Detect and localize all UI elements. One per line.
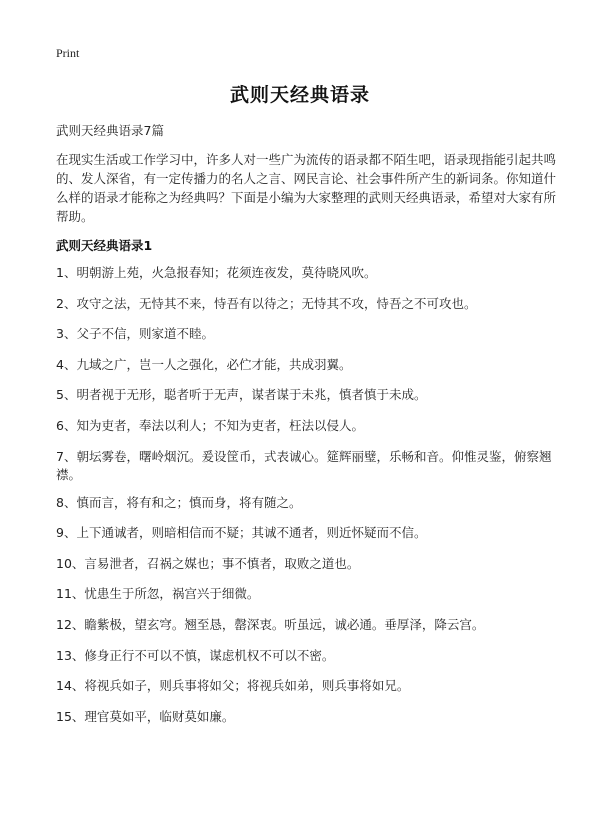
quote-item: 11、忧患生于所忽，祸宫兴于细微。 — [56, 586, 260, 602]
quote-item: 12、瞻紫极，望玄穹。翘至恳，罄深衷。听虽远，诚必通。垂厚泽，降云宫。 — [56, 616, 485, 632]
page-title: 武则天经典语录 — [229, 84, 370, 106]
quote-item: 10、言易泄者，召祸之媒也；事不慎者，取败之道也。 — [56, 555, 360, 571]
quote-item: 13、修身正行不可以不慎，谋虑机权不可以不密。 — [56, 647, 335, 663]
print-label: Print — [56, 46, 80, 60]
quote-item: 14、将视兵如子，则兵事将如父；将视兵如弟，则兵事将如兄。 — [56, 678, 410, 694]
quote-item: 1、明朝游上苑，火急报春知；花须连夜发，莫待晓风吹。 — [56, 265, 377, 280]
quote-item: 6、知为吏者，奉法以利人；不知为吏者，枉法以侵人。 — [56, 417, 364, 433]
quote-item: 7、朝坛雾卷，曙岭烟沉。爰设筐币，式表诚心。筵辉丽璧，乐畅和音。仰惟灵鉴，俯察翘襟。 — [56, 448, 552, 482]
quote-item: 15、理官莫如平，临财莫如廉。 — [56, 708, 235, 724]
quote-item: 8、慎而言，将有和之；慎而身，将有随之。 — [56, 494, 302, 510]
document-subtitle: 武则天经典语录7篇 — [56, 123, 164, 138]
quote-item: 3、父子不信，则家道不睦。 — [56, 326, 214, 342]
quote-item: 5、明者视于无形，聪者听于无声，谋者谋于未兆，慎者慎于未成。 — [56, 387, 427, 403]
quote-item: 9、上下通诚者，则暗相信而不疑；其诚不通者，则近怀疑而不信。 — [56, 525, 427, 541]
section-heading: 武则天经典语录1 — [56, 238, 153, 253]
quote-item: 2、攻守之法，无恃其不来，恃吾有以待之；无恃其不攻，恃吾之不可攻也。 — [56, 295, 477, 311]
quote-item: 4、九域之广，岂一人之强化，必伫才能，共成羽翼。 — [56, 356, 352, 372]
quote-list — [56, 264, 556, 738]
intro-paragraph: 在现实生活或工作学习中，许多人对一些广为流传的语录都不陌生吧，语录现指能引起共鸣的、发人深省，有一定传播力的名人之言、网民言论、社会事件所产生的新词条。你知道什么样的语录才能称之为经典吗？下面是小编为大家整理的武则天经典语录，希望对大家有所帮助。 — [56, 152, 557, 224]
